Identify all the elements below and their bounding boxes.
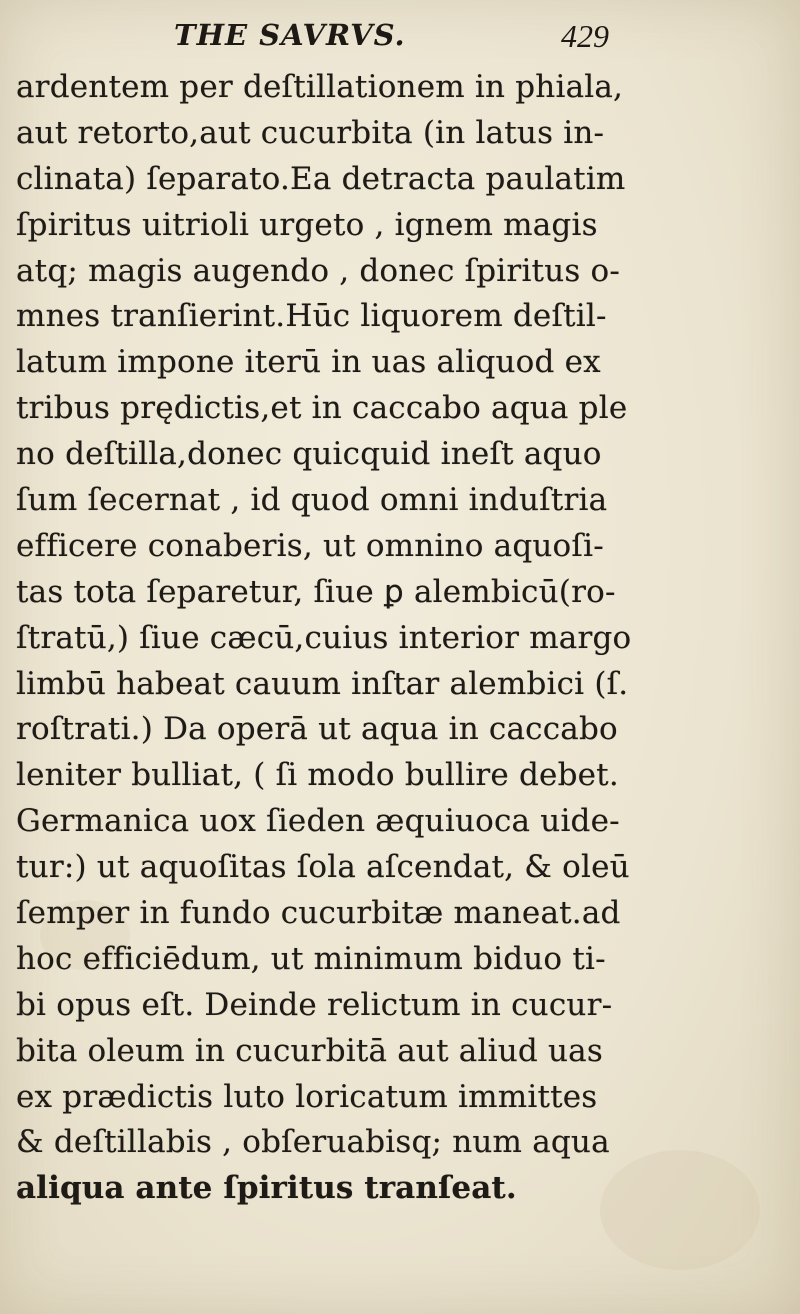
- text-line: ſtratū,) ſiue cæcū,cuius interior margo: [16, 619, 632, 656]
- text-line: aut retorto,aut cucurbita (in latus in-: [16, 114, 605, 151]
- text-line: tur:) ut aquoſitas ſola aſcendat, & oleū: [16, 849, 630, 886]
- text-line: bita oleum in cucurbitā aut aliud uas: [16, 1032, 603, 1069]
- text-line: atq; magis augendo , donec ſpiritus o-: [16, 252, 621, 289]
- text-line: limbū habeat cauum inſtar alembici (ſ.: [16, 665, 629, 702]
- page-number: 429: [561, 18, 609, 54]
- text-line: clinata) ſeparato.Ea detracta paulatim: [16, 160, 626, 197]
- text-line: tribus prędictis,et in caccabo aqua ple: [16, 390, 628, 427]
- text-line: latum impone iterū in uas aliquod ex: [16, 344, 601, 381]
- text-line: Germanica uox ſieden æquiuoca uide-: [16, 803, 620, 840]
- text-line: ex prædictis luto loricatum immittes: [16, 1078, 598, 1115]
- text-line: mnes tranſierint.Hūc liquorem deſtil-: [16, 298, 607, 335]
- running-title: THE SAVRVS.: [174, 18, 406, 52]
- body-text: [16, 65, 786, 1212]
- text-line: no deſtilla,donec quicquid ineſt aquo: [16, 436, 602, 473]
- text-line: ardentem per deſtillationem in phiala,: [16, 69, 624, 105]
- text-line: leniter bulliat, ( ſi modo bullire debet.: [16, 757, 619, 794]
- text-line: ſum ſecernat , id quod omni induſtria: [16, 482, 608, 519]
- text-line: bi opus eſt. Deinde relictum in cucur-: [16, 986, 613, 1023]
- text-line: ſemper in fundo cucurbitæ maneat.ad: [16, 895, 621, 932]
- text-line: ſpiritus uitrioli urgeto , ignem magis: [16, 206, 598, 243]
- text-line: tas tota ſeparetur, ſiue ꝑ alembicū(ro-: [16, 573, 616, 610]
- text-line: hoc efficiēdum, ut minimum biduo ti-: [16, 940, 606, 977]
- text-line: & deſtillabis , obſeruabisq; num aqua: [16, 1124, 610, 1161]
- running-head: [150, 14, 690, 62]
- text-line: efficere conaberis, ut omnino aquoſi-: [16, 527, 604, 564]
- text-line: roſtrati.) Da operā ut aqua in caccabo: [16, 711, 618, 748]
- text-line: aliqua ante ſpiritus tranſeat.: [16, 1170, 517, 1207]
